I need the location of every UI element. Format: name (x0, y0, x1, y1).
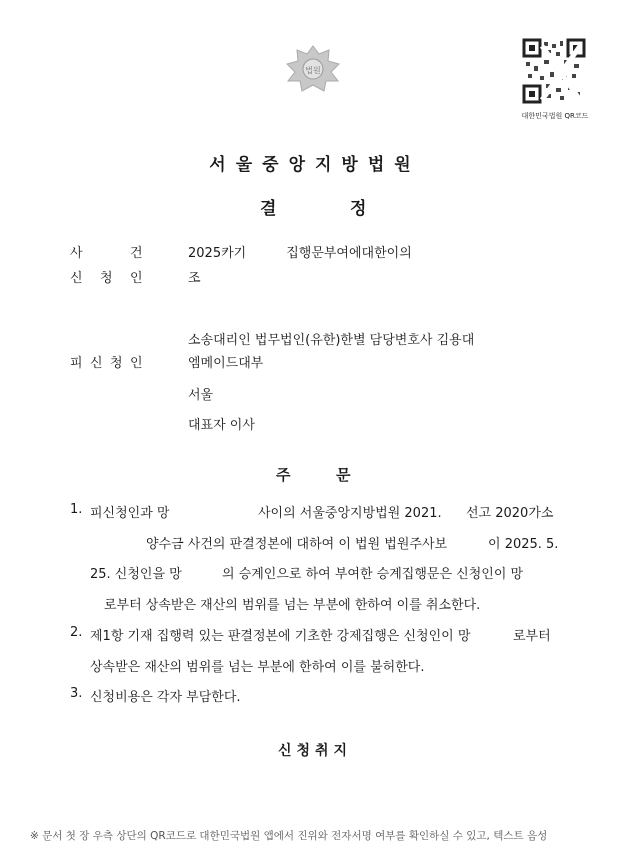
order-item1-line: 피신청인과 망 (90, 506, 170, 521)
order-item1-line: 이 2025. 5. (488, 537, 559, 552)
document-title (240, 194, 390, 219)
respondent-address: 서울 (188, 388, 214, 403)
applicant-label: 신 청 인 (70, 271, 143, 286)
seal-text: 법원 (305, 66, 321, 75)
order-item-number: 2. (70, 625, 83, 640)
footer-note: ※ 문서 첫 장 우측 상단의 QR코드로 대한민국법원 앱에서 진위와 전자서명 여부를 확인하실 수 있고, 텍스트 음성 (30, 830, 548, 842)
applicant-attorney: 소송대리인 법무법인(유한)한별 담당변호사 김용대 (188, 333, 475, 348)
application-purpose-heading: 신청취지 (277, 743, 353, 759)
court-name: 서울중앙지방법원 (209, 155, 421, 175)
case-number: 2025카기 (188, 246, 247, 261)
document-title-char: 결 (260, 199, 277, 219)
qr-code[interactable] (522, 38, 586, 104)
case-label: 사 건 (70, 246, 143, 261)
court-seal-icon (284, 44, 342, 94)
qr-code-icon (522, 38, 586, 104)
order-heading: 주 문 (276, 466, 351, 484)
order-item1-line: 선고 2020가소 (466, 506, 554, 521)
order-item1-line: 25. 신청인을 망 (90, 567, 182, 582)
order-item-number: 1. (70, 502, 83, 517)
order-item-number: 3. (70, 686, 83, 701)
order-item1-line: 로부터 상속받은 재산의 범위를 넘는 부분에 한하여 이를 취소한다. (104, 598, 481, 613)
respondent-representative: 대표자 이사 (188, 418, 255, 433)
respondent-label: 피 신 청 인 (70, 356, 143, 371)
order-item2-line: 로부터 (513, 629, 551, 644)
order-item1-line: 의 승계인으로 하여 부여한 승계집행문은 신청인이 망 (222, 567, 524, 582)
order-item2-line: 제1항 기재 집행력 있는 판결정본에 기초한 강제집행은 신청인이 망 (90, 629, 471, 644)
order-item2-line: 상속받은 재산의 범위를 넘는 부분에 한하여 이를 불허한다. (90, 660, 425, 675)
order-item3-text: 신청비용은 각자 부담한다. (90, 690, 241, 705)
respondent-name: 엠메이드대부 (188, 356, 264, 371)
order-item1-line: 양수금 사건의 판결정본에 대하여 이 법원 법원주사보 (146, 537, 448, 552)
applicant-name: 조 (188, 271, 201, 286)
court-seal (284, 44, 342, 94)
case-value (188, 242, 412, 261)
document-title-char: 정 (350, 199, 367, 219)
qr-caption: 대한민국법원 QR코드 (521, 112, 589, 120)
order-item1-line: 사이의 서울중앙지방법원 2021. (258, 506, 442, 521)
case-title: 집행문부여에대한이의 (286, 246, 412, 261)
